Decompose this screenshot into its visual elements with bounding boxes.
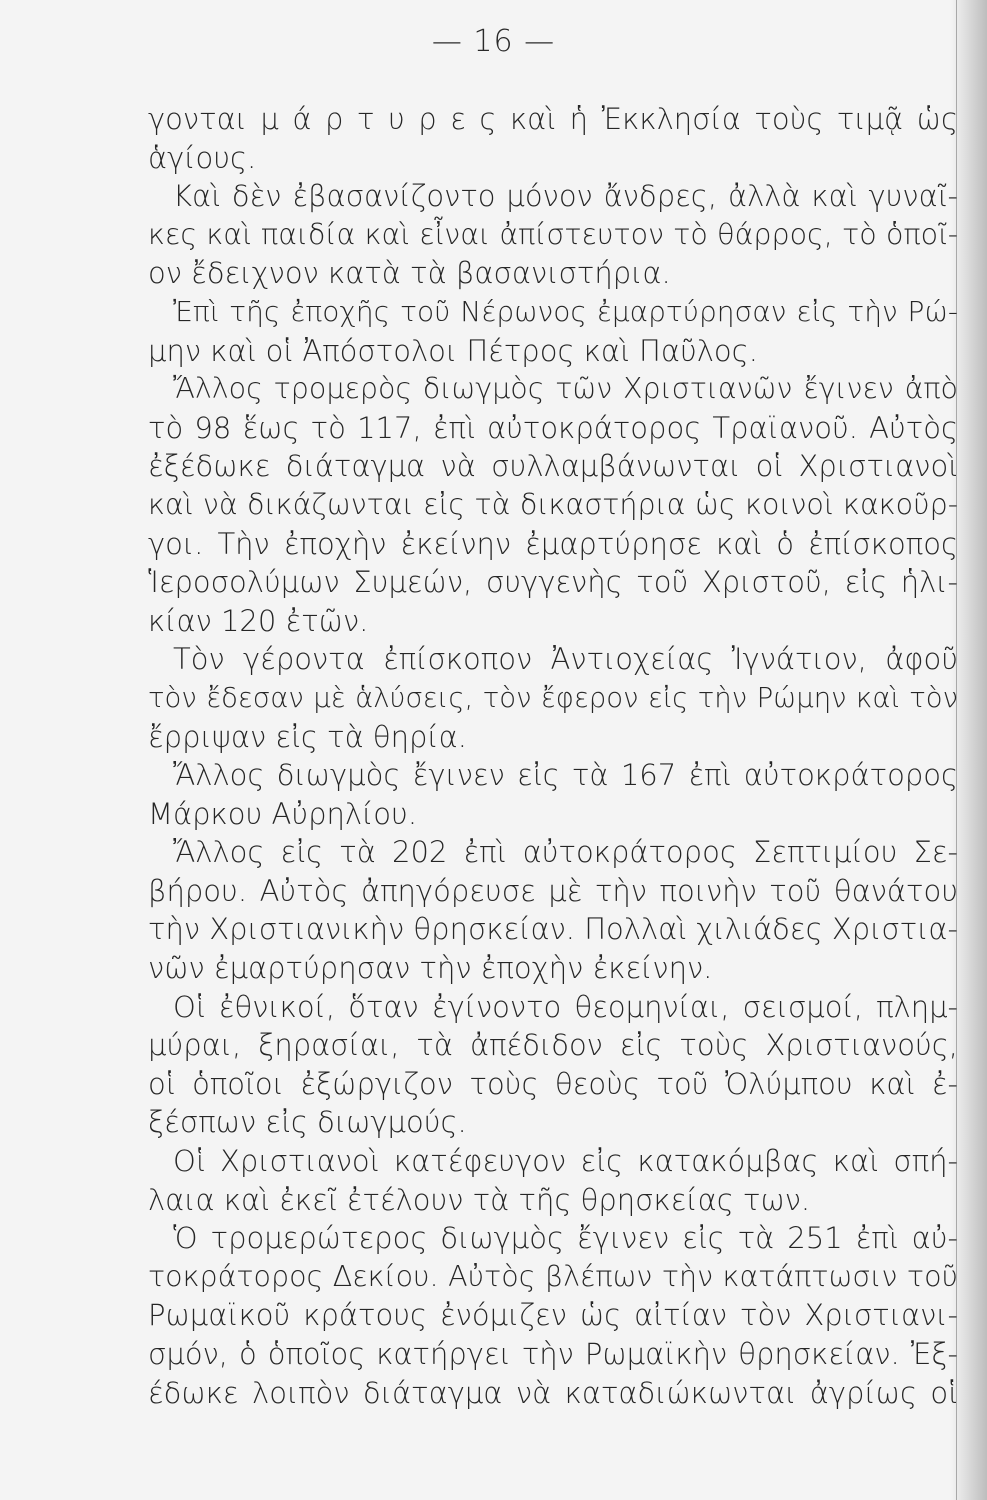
text-line: Οἱ ἐθνικοί, ὅταν ἐγίνοντο θεομηνίαι, σεισμοί, πλημ- — [173, 989, 958, 1024]
text-line: Ἄλλος εἰς τὰ 202 ἐπὶ αὐτοκράτορος Σεπτιμίου Σε- — [173, 835, 958, 870]
text-line: ἁγίους. — [148, 140, 257, 175]
text-line: ἔρριψαν εἰς τὰ θηρία. — [148, 719, 467, 754]
text-line: νῶν ἐμαρτύρησαν τὴν ἐποχὴν ἐκείνην. — [148, 951, 713, 986]
text-line: ον ἔδειχνον κατὰ τὰ βασανιστήρια. — [148, 256, 671, 291]
text-line: κες καὶ παιδία καὶ εἶναι ἀπίστευτον τὸ θάρρος, τὸ ὁποῖ- — [148, 217, 958, 251]
text-line: Ἄλλος τρομερὸς διωγμὸς τῶν Χριστιανῶν ἔγινεν ἀπὸ — [173, 372, 958, 406]
text-line: τὸ 98 ἕως τὸ 117, ἐπὶ αὐτοκράτορος Τραϊανοῦ. Αὐτὸς — [148, 410, 958, 445]
text-line: Ἄλλος διωγμὸς ἔγινεν εἰς τὰ 167 ἐπὶ αὐτοκράτορος — [173, 758, 958, 793]
text-line: καὶ νὰ δικάζωνται εἰς τὰ δικαστήρια ὡς κοινοὶ κακοῦρ- — [148, 487, 958, 521]
text-line: ξέσπων εἰς διωγμούς. — [148, 1105, 467, 1140]
body-text — [148, 100, 958, 1412]
text-line: έδωκε λοιπὸν διάταγμα νὰ καταδιώκωνται ἀγρίως οἱ — [148, 1375, 958, 1410]
text-line: Καὶ δὲν ἐβασανίζοντο μόνον ἄνδρες, ἀλλὰ καὶ γυναῖ- — [173, 179, 958, 214]
text-line: οἱ ὁποῖοι ἐξώργιζον τοὺς θεοὺς τοῦ Ὀλύμπου καὶ ἐ- — [148, 1066, 958, 1101]
text-line: γοι. Τὴν ἐποχὴν ἐκείνην ἐμαρτύρησε καὶ ὁ ἐπίσκοπος — [148, 526, 958, 561]
text-line: σμόν, ὁ ὁποῖος κατήργει τὴν Ρωμαϊκὴν θρησκείαν. Ἐξ- — [148, 1337, 958, 1371]
text-line: κίαν 120 ἐτῶν. — [148, 603, 369, 638]
text-line: Ὁ τρομερώτερος διωγμὸς ἔγινεν εἰς τὰ 251 ἐπὶ αὐ- — [173, 1221, 958, 1256]
text-line: Τὸν γέροντα ἐπίσκοπον Ἀντιοχείας Ἰγνάτιον, ἀφοῦ — [173, 642, 958, 677]
text-line: τοκράτορος Δεκίου. Αὐτὸς βλέπων τὴν κατάπτωσιν τοῦ — [148, 1259, 958, 1293]
page-number: — 16 — — [431, 24, 556, 59]
text-line: Μάρκου Αὐρηλίου. — [148, 796, 418, 831]
text-line: ἐξέδωκε διάταγμα νὰ συλλαμβάνωνται οἱ Χριστιανοὶ — [148, 449, 958, 484]
text-line: λαια καὶ ἐκεῖ ἐτέλουν τὰ τῆς θρησκείας των. — [148, 1182, 811, 1217]
text-line: Ἱεροσολύμων Συμεών, συγγενὴς τοῦ Χριστοῦ, εἰς ἡλι- — [148, 565, 958, 600]
text-line: τὸν ἔδεσαν μὲ ἁλύσεις, τὸν ἔφερον εἰς τὴν Ρώμην καὶ τὸν — [148, 681, 958, 714]
text-line: μύραι, ξηρασίαι, τὰ ἀπέδιδον εἰς τοὺς Χριστιανούς, — [148, 1028, 958, 1063]
text-line: βήρου. Αὐτὸς ἀπηγόρευσε μὲ τὴν ποινὴν τοῦ θανάτου — [148, 873, 958, 908]
text-line: Ἐπὶ τῆς ἐποχῆς τοῦ Νέρωνος ἐμαρτύρησαν εἰς τὴν Ρώ- — [173, 294, 958, 328]
text-line: Ρωμαϊκοῦ κράτους ἐνόμιζεν ὡς αἰτίαν τὸν Χριστιανι- — [148, 1298, 958, 1333]
text-line: μην καὶ οἱ Ἀπόστολοι Πέτρος καὶ Παῦλος. — [148, 333, 758, 368]
text-line: γονται μ ά ρ τ υ ρ ε ς καὶ ἡ Ἐκκλησία τοὺς τιμᾷ ὡς — [148, 102, 958, 136]
text-line: τὴν Χριστιανικὴν θρησκείαν. Πολλαὶ χιλιάδες Χριστια- — [148, 912, 958, 947]
text-line: Οἱ Χριστιανοὶ κατέφευγον εἰς κατακόμβας καὶ σπή- — [173, 1144, 958, 1179]
